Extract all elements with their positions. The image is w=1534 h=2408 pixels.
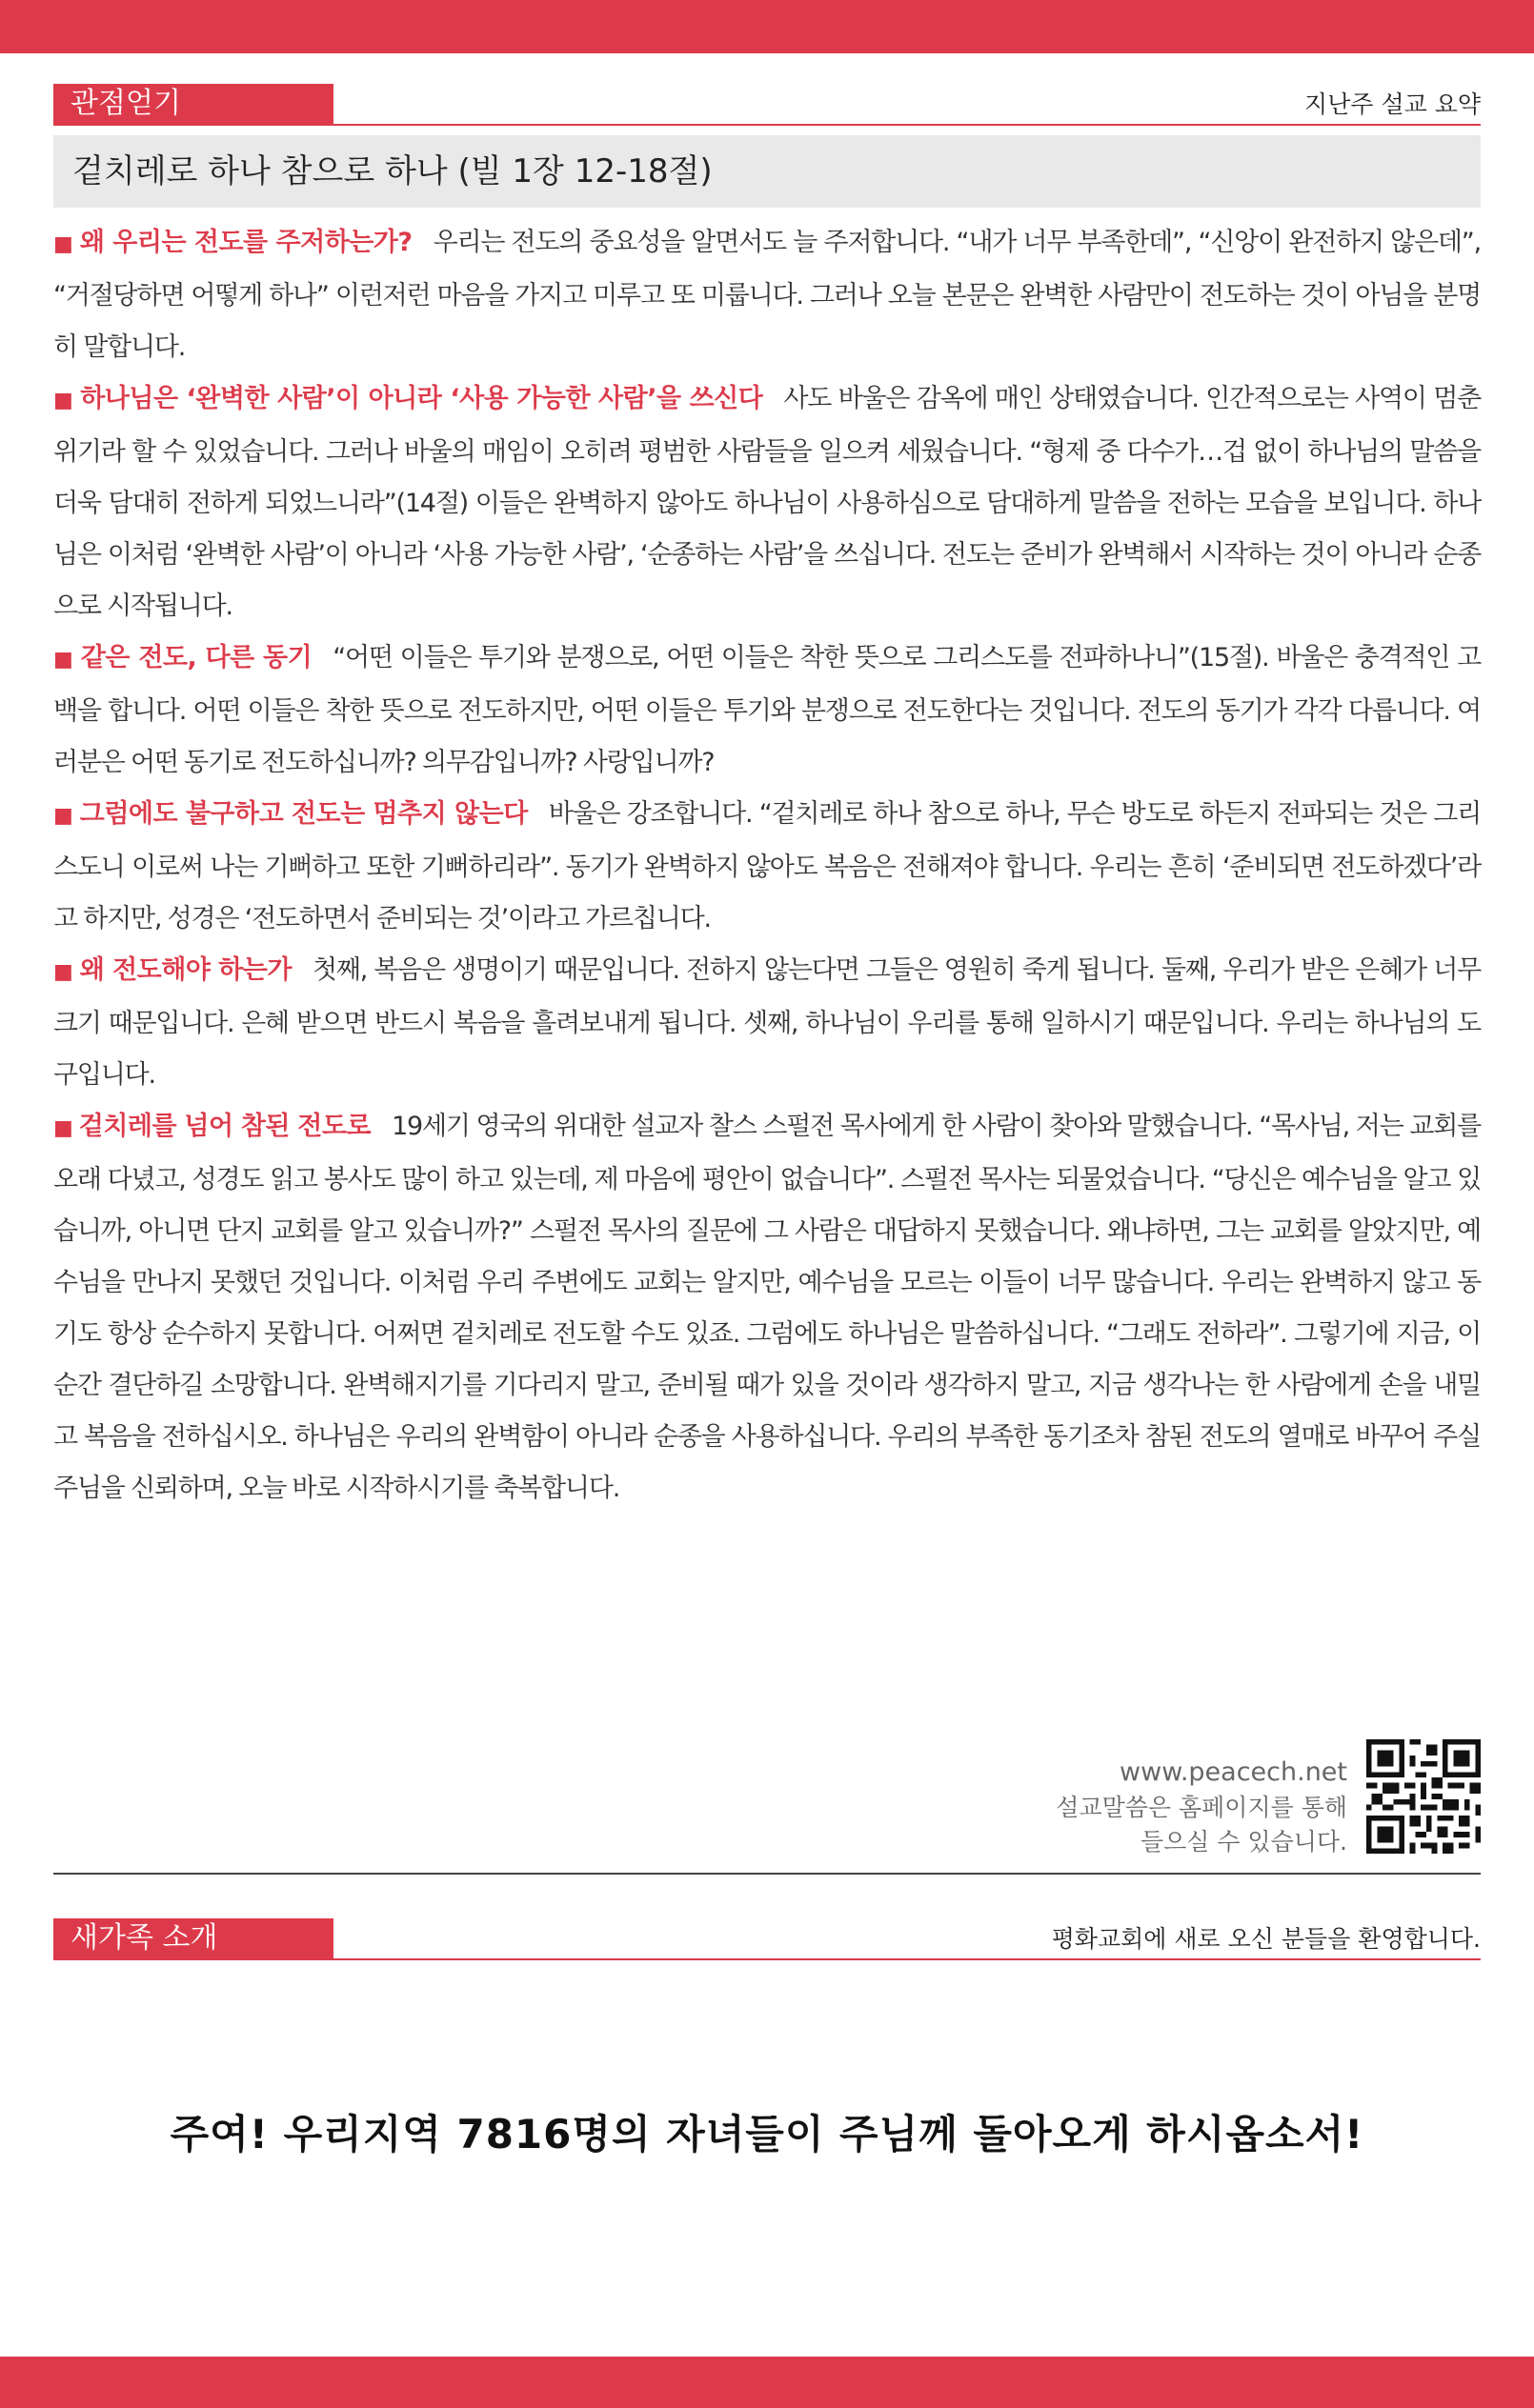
paragraph — [53, 217, 1481, 373]
sermon-summary — [53, 217, 1481, 1515]
paragraph-text: “어떤 이들은 투기와 분쟁으로, 어떤 이들은 착한 뜻으로 그리스도를 전파하나니”(15절). 바울은 충격적인 고백을 합니다. 어떤 이들은 착한 뜻으로 전도하지만, 어떤 이들은 투기와 분쟁으로 전도한다는 것입니다. 전도의 동기가 각각 다릅니다. 여러분은 어떤 동기로 전도하십니까? 의무감입니까? 사랑입니까? — [53, 643, 1481, 777]
square-bullet-icon: ■ — [53, 960, 73, 984]
section-header-sermon — [53, 84, 1481, 126]
website-note-line2: 들으실 수 있습니다. — [1140, 1828, 1347, 1856]
square-bullet-icon: ■ — [53, 1116, 72, 1140]
square-bullet-icon: ■ — [53, 232, 73, 256]
section-right-label: 지난주 설교 요약 — [1304, 90, 1481, 118]
paragraph — [53, 632, 1481, 789]
paragraph-text: 우리는 전도의 중요성을 알면서도 늘 주저합니다. “내가 너무 부족한데”, “신앙이 완전하지 않은데”, “거절당하면 어떻게 하나” 이런저런 마음을 가지고 미루고 또 미룹니다. 그러나 오늘 본문은 완벽한 사람만이 전도하는 것이 아님을 분명히 말합니다. — [53, 228, 1481, 362]
section-tag: 새가족 소개 — [53, 1918, 333, 1958]
square-bullet-icon: ■ — [53, 648, 74, 672]
paragraph-heading: 왜 우리는 전도를 주저하는가? — [79, 228, 413, 257]
website-info — [1056, 1755, 1347, 1859]
prayer-banner: 주여! 우리지역 7816명의 자녀들이 주님께 돌아오게 하시옵소서! — [170, 2111, 1364, 2157]
paragraph-heading: 겉치레를 넘어 참된 전도로 — [78, 1112, 372, 1141]
qr-code-icon[interactable] — [1366, 1739, 1481, 1854]
paragraph — [53, 1101, 1481, 1515]
paragraph-heading: 하나님은 ‘완벽한 사람’이 아니라 ‘사용 가능한 사람’을 쓰신다 — [80, 384, 763, 413]
bottom-color-bar — [0, 2357, 1534, 2408]
paragraph — [53, 373, 1481, 632]
section-divider — [53, 1873, 1481, 1875]
section-right-label: 평화교회에 새로 오신 분들을 환영합니다. — [1051, 1925, 1481, 1953]
website-url[interactable]: www.peacech.net — [1120, 1757, 1347, 1787]
paragraph-text: 19세기 영국의 위대한 설교자 찰스 스펄전 목사에게 한 사람이 찾아와 말했습니다. “목사님, 저는 교회를 오래 다녔고, 성경도 읽고 봉사도 많이 하고 있는데, 제 마음에 평안이 없습니다”. 스펄전 목사는 되물었습니다. “당신은 예수님을 알고 있습니까, 아니면 단지 교회를 알고 있습니까?” 스펄전 목사의 질문에 그 사람은 대답하지 못했습니다. 왜냐하면, 그는 교회를 알았지만, 예수님을 만나지 못했던 것입니다. 이처럼 우리 주변에도 교회는 알지만, 예수님을 모르는 이들이 너무 많습니다. 우리는 완벽하지 않고 동기도 항상 순수하지 못합니다. 어쩌면 겉치레로 전도할 수도 있죠. 그럼에도 하나님은 말씀하십니다. “그래도 전하라”. 그렇기에 지금, 이 순간 결단하길 소망합니다. 완벽해지기를 기다리지 말고, 준비될 때가 있을 것이라 생각하지 말고, 지금 생각나는 한 사람에게 손을 내밀고 복음을 전하십시오. 하나님은 우리의 완벽함이 아니라 순종을 사용하십니다. 우리의 부족한 동기조차 참된 전도의 열매로 바꾸어 주실 주님을 신뢰하며, 오늘 바로 시작하시기를 축복합니다. — [53, 1112, 1481, 1503]
square-bullet-icon: ■ — [53, 389, 73, 412]
paragraph-heading: 같은 전도, 다른 동기 — [80, 643, 313, 672]
top-color-bar — [0, 0, 1534, 53]
paragraph — [53, 945, 1481, 1101]
paragraph-heading: 왜 전도해야 하는가 — [79, 955, 292, 985]
square-bullet-icon: ■ — [53, 804, 73, 828]
paragraph-text: 사도 바울은 감옥에 매인 상태였습니다. 인간적으로는 사역이 멈춘 위기라 할 수 있었습니다. 그러나 바울의 매임이 오히려 평범한 사람들을 일으켜 세웠습니다. “형제 중 다수가…겁 없이 하나님의 말씀을 더욱 담대히 전하게 되었느니라”(14절) 이들은 완벽하지 않아도 하나님이 사용하심으로 담대하게 말씀을 전하는 모습을 보입니다. 하나님은 이처럼 ‘완벽한 사람’이 아니라 ‘사용 가능한 사람’, ‘순종하는 사람’을 쓰십니다. 전도는 준비가 완벽해서 시작하는 것이 아니라 순종으로 시작됩니다. — [53, 384, 1481, 621]
website-note-line1: 설교말씀은 홈페이지를 통해 — [1056, 1794, 1347, 1821]
paragraph-text: 첫째, 복음은 생명이기 때문입니다. 전하지 않는다면 그들은 영원히 죽게 됩니다. 둘째, 우리가 받은 은혜가 너무 크기 때문입니다. 은혜 받으면 반드시 복음을 흘려보내게 됩니다. 셋째, 하나님이 우리를 통해 일하시기 때문입니다. 우리는 하나님의 도구입니다. — [53, 955, 1481, 1090]
section-tag: 관점얻기 — [53, 84, 333, 124]
section-header-new-family — [53, 1918, 1481, 1960]
sermon-title: 겉치레로 하나 참으로 하나 (빌 1장 12-18절) — [53, 135, 1481, 208]
paragraph — [53, 789, 1481, 945]
paragraph-text: 바울은 강조합니다. “겉치레로 하나 참으로 하나, 무슨 방도로 하든지 전파되는 것은 그리스도니 이로써 나는 기뻐하고 또한 기뻐하리라”. 동기가 완벽하지 않아도 복음은 전해져야 합니다. 우리는 흔히 ‘준비되면 전도하겠다’라고 하지만, 성경은 ‘전도하면서 준비되는 것’이라고 가르칩니다. — [53, 799, 1481, 933]
paragraph-heading: 그럼에도 불구하고 전도는 멈추지 않는다 — [79, 799, 528, 829]
